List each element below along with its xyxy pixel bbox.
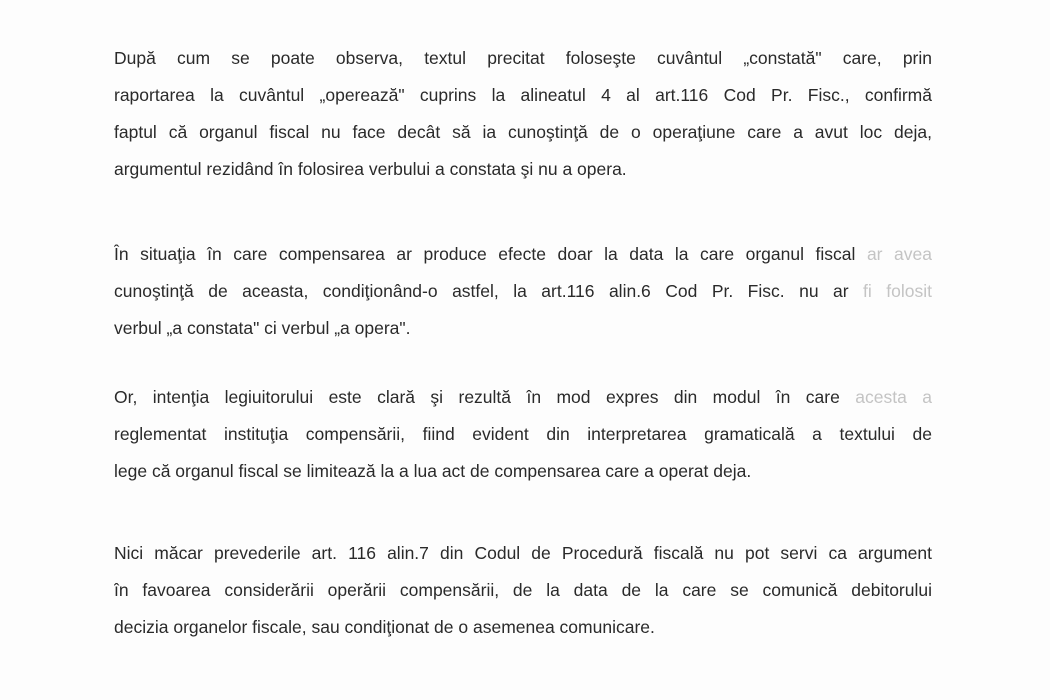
paragraph-line [114, 236, 932, 273]
faded-text: fi folosit [863, 281, 932, 301]
paragraph-line: reglementat instituţia compensării, fiind evident din interpretarea gramaticală a textului de [114, 424, 932, 444]
paragraph-line [114, 273, 932, 310]
paragraph-2 [114, 236, 932, 347]
line-text: În situaţia în care compensarea ar produce efecte doar la data la care organul fiscal [114, 244, 856, 264]
paragraph-3 [114, 379, 932, 490]
faded-text: acesta a [855, 387, 932, 407]
paragraph-line: Nici măcar prevederile art. 116 alin.7 din Codul de Procedură fiscală nu pot servi ca argument [114, 543, 932, 563]
line-text: Or, intenţia legiuitorului este clară şi rezultă în mod expres din modul în care [114, 387, 840, 407]
paragraph-line: lege că organul fiscal se limitează la a lua act de compensarea care a operat deja. [114, 461, 752, 481]
faded-text: ar avea [866, 244, 932, 264]
paragraph-line: decizia organelor fiscale, sau condiţionat de o asemenea comunicare. [114, 617, 655, 637]
line-text: cunoştinţă de aceasta, condiţionând-o astfel, la art.116 alin.6 Cod Pr. Fisc. nu ar [114, 281, 849, 301]
paragraph-line: faptul că organul fiscal nu face decât să ia cunoştinţă de o operaţiune care a avut loc deja, [114, 122, 932, 142]
paragraph-line: După cum se poate observa, textul precitat foloseşte cuvântul „constată" care, prin [114, 48, 932, 68]
paragraph-4 [114, 535, 932, 646]
paragraph-line [114, 379, 932, 416]
paragraph-line: raportarea la cuvântul „operează" cuprins la alineatul 4 al art.116 Cod Pr. Fisc., confirmă [114, 85, 932, 105]
paragraph-1 [114, 40, 932, 188]
paragraph-line: verbul „a constata" ci verbul „a opera". [114, 318, 411, 338]
paragraph-line: în favoarea considerării operării compensării, de la data de la care se comunică debitorului [114, 580, 932, 600]
paragraph-line: argumentul rezidând în folosirea verbului a constata şi nu a opera. [114, 159, 627, 179]
